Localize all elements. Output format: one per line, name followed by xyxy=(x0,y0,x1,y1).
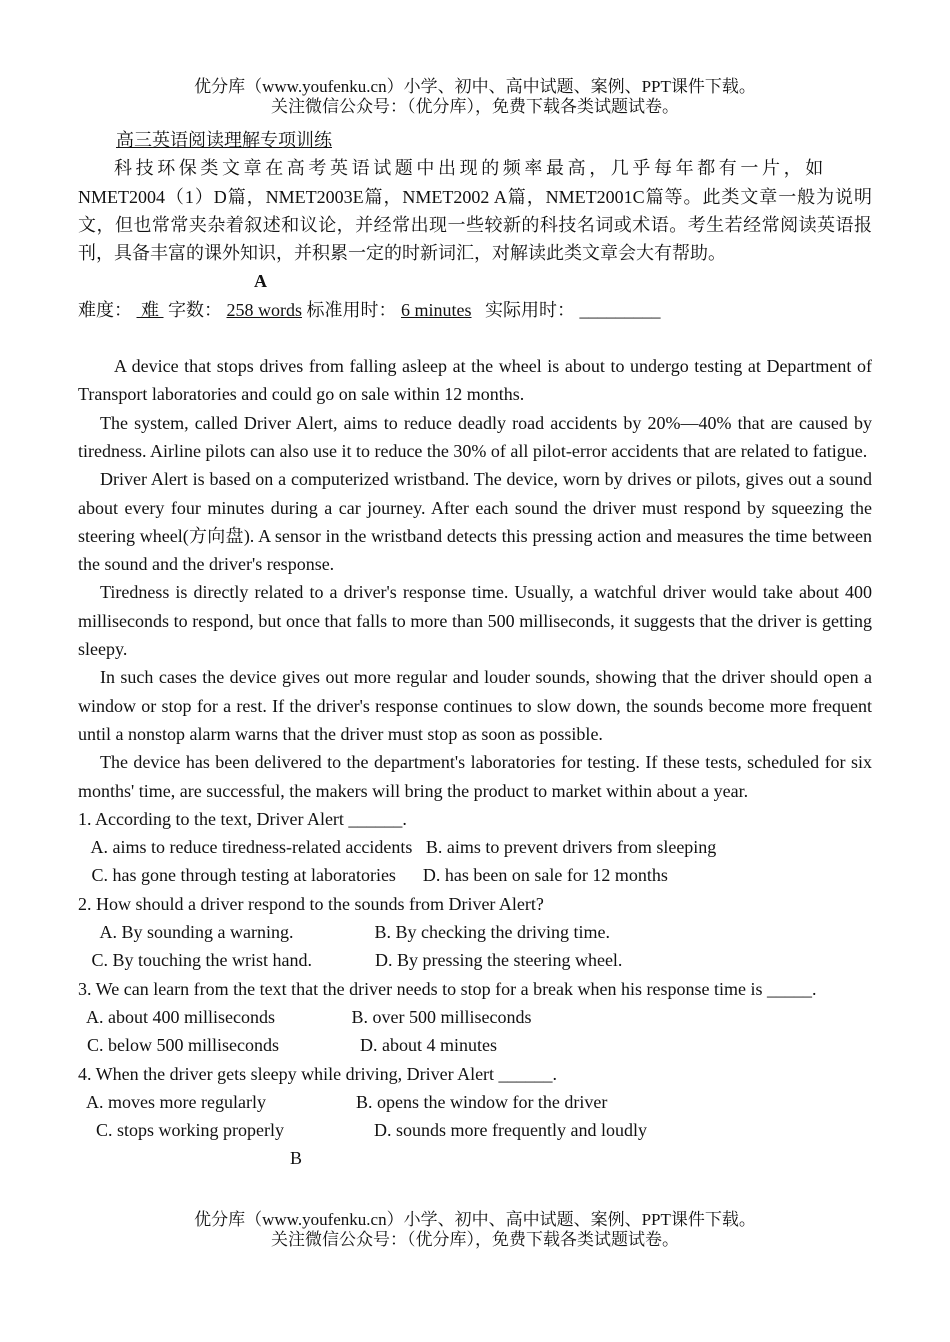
passage xyxy=(78,352,872,805)
standard-time-label: 标准用时： xyxy=(306,299,397,320)
footer-line-1: 优分库（www.youfenku.cn）小学、初中、高中试题、案例、PPT课件下载。 xyxy=(194,1210,756,1229)
question-options: A. moves more regularly B. opens the window for the driver xyxy=(78,1091,608,1112)
question-options: C. has gone through testing at laboratories D. has been on sale for 12 months xyxy=(78,865,668,886)
question-stem: 2. How should a driver respond to the sounds from Driver Alert? xyxy=(78,893,544,914)
page-footer xyxy=(0,1210,950,1250)
question-options: A. By sounding a warning. B. By checking the driving time. xyxy=(78,922,610,943)
question-2 xyxy=(78,890,872,975)
document-body xyxy=(78,126,872,1173)
page-header xyxy=(0,77,950,117)
passage-paragraph: Tiredness is directly related to a driver's response time. Usually, a watchful driver would take about 400 milliseconds to respond, but once that falls to more than 500 milliseconds, it suggests that the driver is getting sleepy. xyxy=(78,582,872,660)
question-stem: 4. When the driver gets sleepy while driving, Driver Alert ______. xyxy=(78,1063,558,1084)
questions xyxy=(78,805,872,1145)
question-3 xyxy=(78,975,872,1060)
section-b-heading: B xyxy=(290,1148,303,1169)
question-options: C. By touching the wrist hand. D. By pressing the steering wheel. xyxy=(78,950,623,971)
intro-rest: NMET2004（1）D篇，NMET2003E篇，NMET2002 A篇，NMET2001C篇等。此类文章一般为说明文，但也常常夹杂着叙述和议论，并经常出现一些较新的科技名词或术语。考生若经常阅读英语报刊，具备丰富的课外知识，并积累一定的时新词汇，对解读此类文章会大有帮助。 xyxy=(78,186,872,264)
question-stem: 3. We can learn from the text that the driver needs to stop for a break when his response time is _____. xyxy=(78,978,817,999)
actual-time-blank: _________ xyxy=(579,299,661,320)
page-title: 高三英语阅读理解专项训练 xyxy=(116,130,332,150)
section-a-heading: A xyxy=(254,271,267,292)
intro-paragraph xyxy=(78,154,872,267)
header-line-2: 关注微信公众号：（优分库），免费下载各类试题试卷。 xyxy=(271,97,679,116)
difficulty-label: 难度： xyxy=(78,299,132,320)
question-stem: 1. According to the text, Driver Alert ______. xyxy=(78,808,407,829)
passage-paragraph: The system, called Driver Alert, aims to reduce deadly road accidents by 20%—40% that are caused by tiredness. Airline pilots can also use it to reduce the 30% of all pilot-error accidents that are related to fatigue. xyxy=(78,412,872,461)
footer-line-2: 关注微信公众号：（优分库），免费下载各类试题试卷。 xyxy=(271,1230,679,1249)
header-line-1: 优分库（www.youfenku.cn）小学、初中、高中试题、案例、PPT课件下载。 xyxy=(194,77,756,96)
intro-line-1: 科技环保类文章在高考英语试题中出现的频率最高，几乎每年都有一片，如 xyxy=(114,158,827,179)
reading-meta xyxy=(78,296,872,324)
difficulty-value: 难 xyxy=(141,299,159,320)
passage-paragraph: A device that stops drives from falling asleep at the wheel is about to undergo testing at Department of Transport laboratories and could go on sale within 12 months. xyxy=(78,356,872,405)
question-options: C. below 500 milliseconds D. about 4 minutes xyxy=(78,1035,497,1056)
word-count-value: 258 words xyxy=(226,299,302,320)
passage-paragraph: The device has been delivered to the department's laboratories for testing. If these tests, scheduled for six months' time, are successful, the makers will bring the product to market within about a year. xyxy=(78,752,872,801)
standard-time-value: 6 minutes xyxy=(401,299,472,320)
question-options: A. aims to reduce tiredness-related accidents B. aims to prevent drivers from sleeping xyxy=(78,837,717,858)
question-4 xyxy=(78,1060,872,1145)
actual-time-label: 实际用时： xyxy=(485,299,575,320)
passage-paragraph: Driver Alert is based on a computerized wristband. The device, worn by drives or pilots, gives out a sound about every four minutes during a car journey. After each sound the driver must respond by squeezing the steering wheel(方向盘). A sensor in the wristband detects this pressing action and measures the time between the sound and the driver's response. xyxy=(78,469,872,575)
question-1 xyxy=(78,805,872,890)
question-options: C. stops working properly D. sounds more frequently and loudly xyxy=(78,1120,647,1141)
question-options: A. about 400 milliseconds B. over 500 milliseconds xyxy=(78,1006,532,1027)
spacer xyxy=(78,324,872,352)
passage-paragraph: In such cases the device gives out more regular and louder sounds, showing that the driver should open a window or stop for a rest. If the driver's response continues to slow down, the sounds become more frequent until a nonstop alarm warns that the driver must stop as soon as possible. xyxy=(78,667,872,744)
word-count-label: 字数： xyxy=(168,299,222,320)
